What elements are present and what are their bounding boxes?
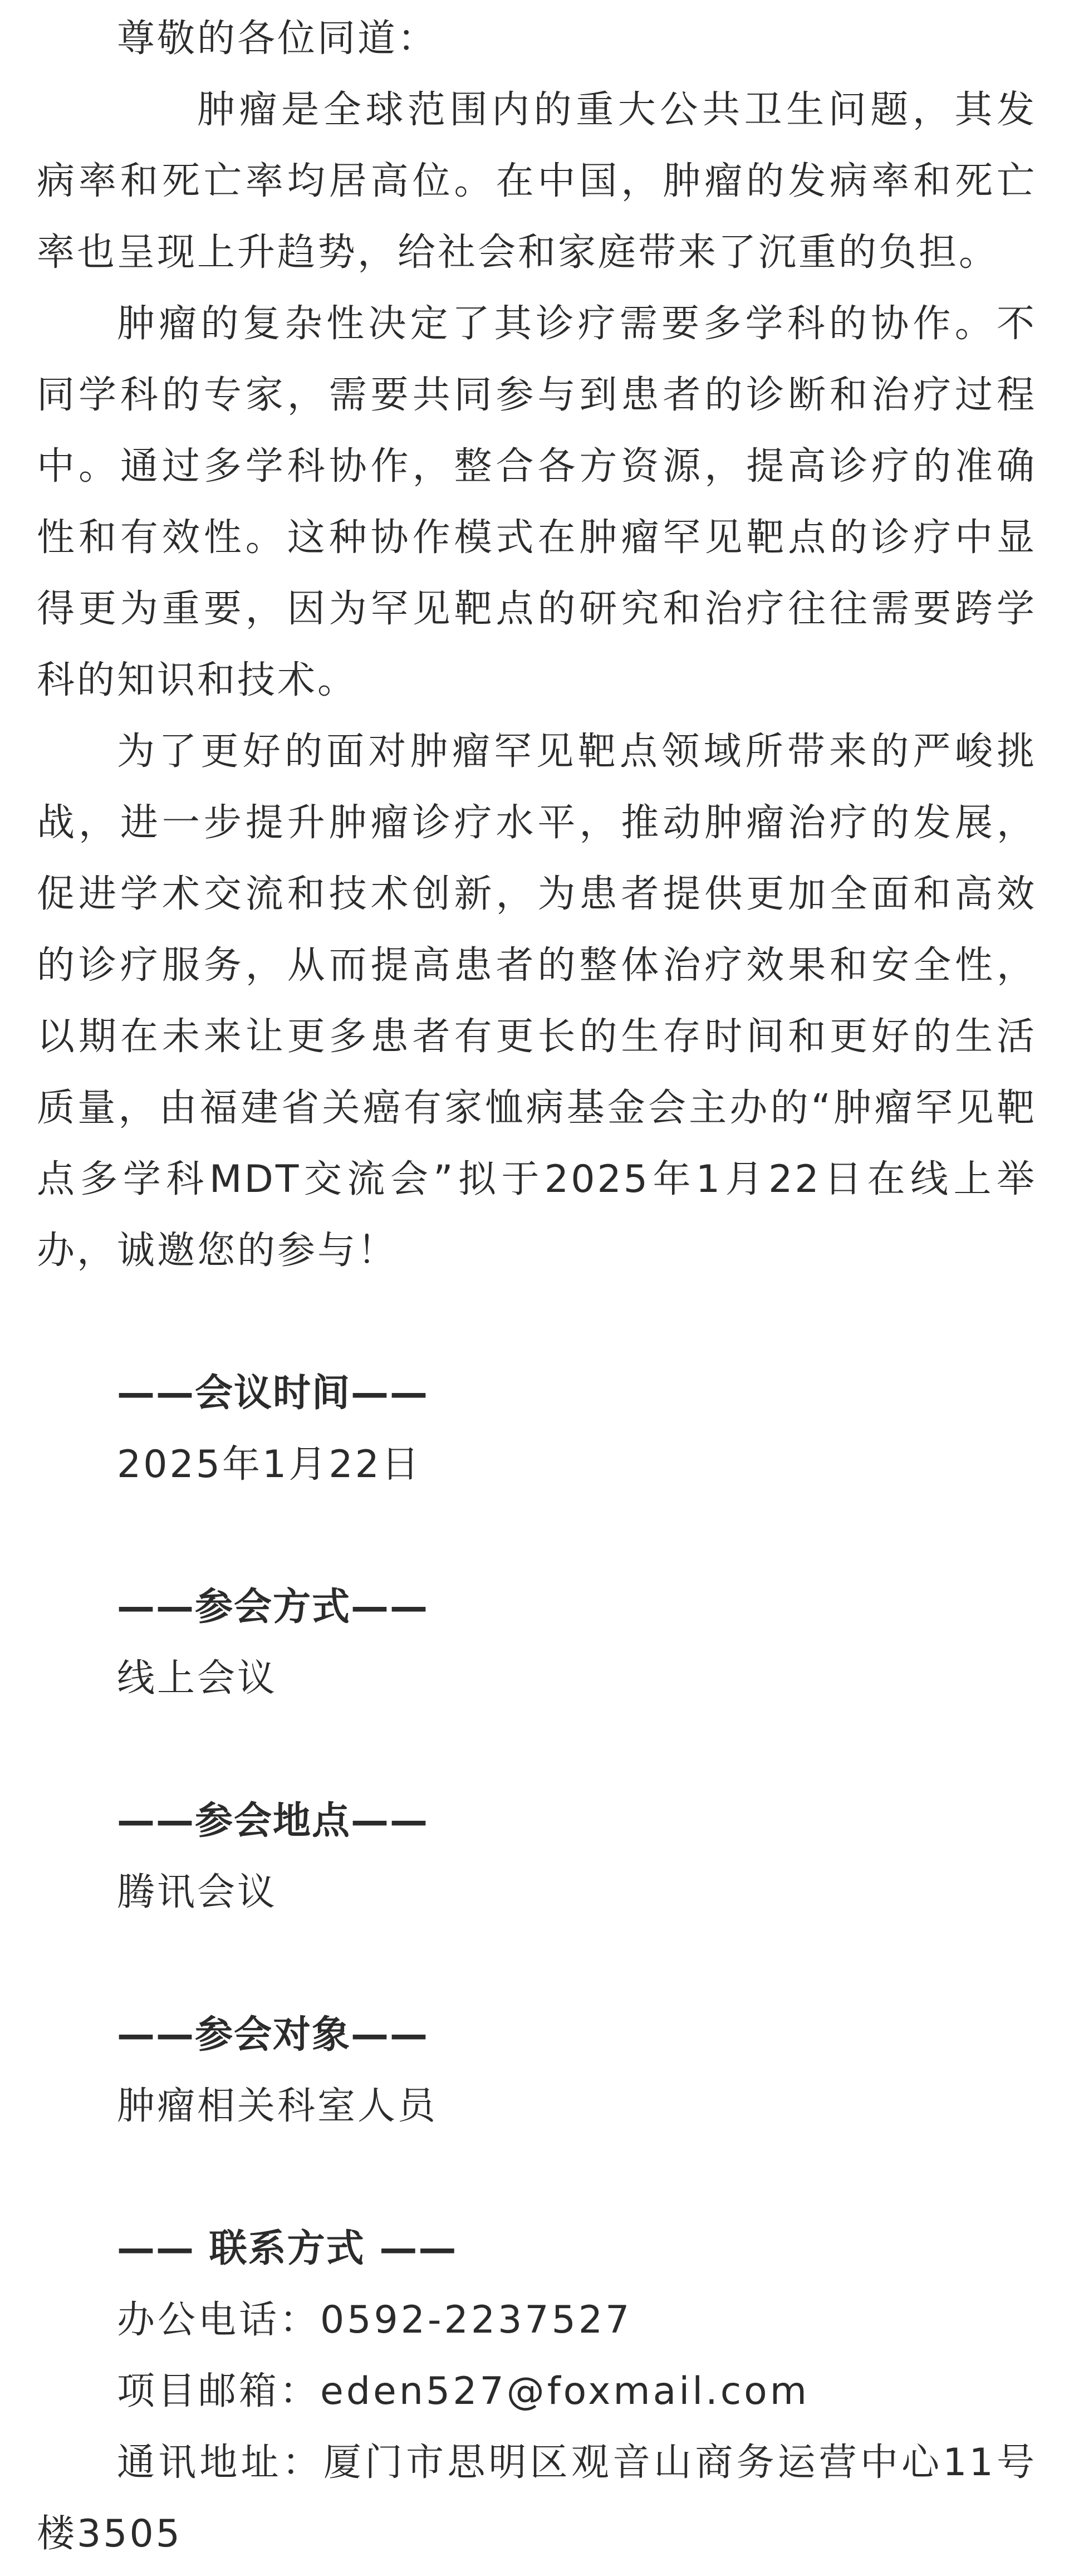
paragraph-intro: 肿瘤是全球范围内的重大公共卫生问题，其发病率和死亡率均居高位。在中国，肿瘤的发病率和死亡率也呈现上升趋势，给社会和家庭带来了沉重的负担。 — [37, 88, 1037, 275]
contact-phone: 办公电话：0592-2237527 — [117, 2298, 632, 2342]
section-heading-audience: ——参会对象—— — [117, 2013, 429, 2057]
section-heading-time: ——会议时间—— — [117, 1371, 429, 1415]
section-heading-mode: ——参会方式—— — [117, 1585, 429, 1629]
spacer — [37, 2142, 1037, 2213]
section-value-audience: 肿瘤相关科室人员 — [117, 2084, 438, 2128]
section-value-mode: 线上会议 — [117, 1656, 278, 1700]
section-value-venue: 腾讯会议 — [117, 1870, 278, 1914]
section-value-time: 2025年1月22日 — [117, 1443, 421, 1487]
spacer — [37, 1287, 1037, 1358]
contact-email: 项目邮箱：eden527@foxmail.com — [117, 2369, 810, 2413]
section-heading-contact: —— 联系方式 —— — [117, 2227, 458, 2271]
contact-address: 通讯地址：厦门市思明区观音山商务运营中心11号楼3505 — [37, 2441, 1037, 2556]
spacer — [37, 1500, 1037, 1572]
paragraph-collaboration: 肿瘤的复杂性决定了其诊疗需要多学科的协作。不同学科的专家，需要共同参与到患者的诊断和治疗过程中。通过多学科协作，整合各方资源，提高诊疗的准确性和有效性。这种协作模式在肿瘤罕见靶点的诊疗中显得更为重要，因为罕见靶点的研究和治疗往往需要跨学科的知识和技术。 — [37, 302, 1037, 702]
section-heading-venue: ——参会地点—— — [117, 1799, 429, 1843]
paragraph-invitation: 为了更好的面对肿瘤罕见靶点领域所带来的严峻挑战，进一步提升肿瘤诊疗水平，推动肿瘤治疗的发展，促进学术交流和技术创新，为患者提供更加全面和高效的诊疗服务，从而提高患者的整体治疗效果和安全性，以期在未来让更多患者有更长的生存时间和更好的生活质量，由福建省关癌有家恤病基金会主办的“肿瘤罕见靶点多学科MDT交流会”拟于2025年1月22日在线上举办，诚邀您的参与！ — [37, 730, 1037, 1273]
greeting: 尊敬的各位同道： — [117, 17, 438, 61]
spacer — [37, 1928, 1037, 2000]
spacer — [37, 1714, 1037, 1786]
